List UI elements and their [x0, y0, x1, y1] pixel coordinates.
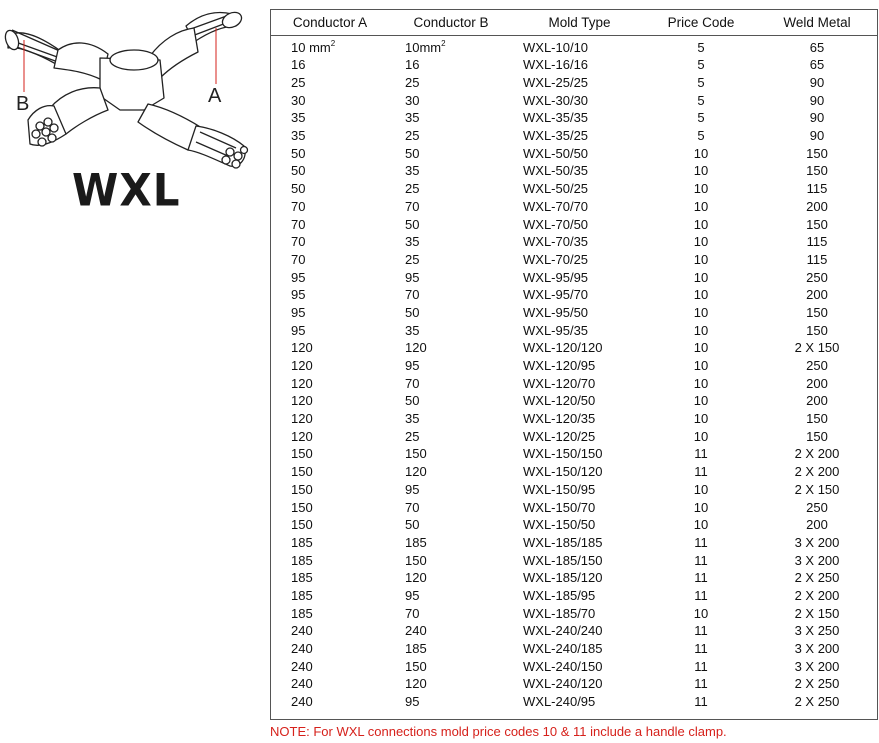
- cell-weld-metal: 200: [806, 198, 828, 214]
- cell-mold-type: WXL-240/185: [523, 641, 603, 657]
- cell-conductor-b: 70: [405, 605, 420, 621]
- cell-mold-type: WXL-95/35: [523, 322, 589, 338]
- cell-weld-metal: 115: [806, 234, 828, 250]
- cell-conductor-a: 25: [291, 75, 306, 91]
- cell-mold-type: WXL-240/95: [523, 694, 596, 710]
- cell-price-code: 10: [693, 234, 709, 250]
- cell-weld-metal: 90: [809, 75, 825, 91]
- header-mold-type: Mold Type: [513, 10, 646, 36]
- cell-weld-metal: 250: [806, 269, 828, 285]
- cell-price-code: 10: [693, 287, 709, 303]
- cell-weld-metal: 115: [806, 181, 828, 197]
- cell-price-code: 11: [694, 552, 708, 568]
- cell-price-code: 10: [693, 340, 709, 356]
- cell-conductor-b: 120: [405, 570, 427, 586]
- label-b: B: [16, 93, 30, 115]
- cell-conductor-b: 25: [405, 251, 420, 267]
- cell-conductor-a: 95: [291, 269, 306, 285]
- cell-conductor-b: 120: [405, 340, 427, 356]
- table-row: [271, 516, 878, 534]
- cell-conductor-b: 70: [405, 198, 420, 214]
- cell-conductor-a: 185: [291, 552, 313, 568]
- table-row: [271, 604, 878, 622]
- cell-conductor-a: 120: [291, 393, 313, 409]
- cell-conductor-a: 185: [291, 587, 313, 603]
- cell-conductor-b: 35: [405, 234, 420, 250]
- cell-conductor-b: 50: [405, 517, 420, 533]
- cell-conductor-b: 25: [405, 75, 420, 91]
- cell-price-code: 11: [694, 446, 708, 462]
- table-row: [271, 374, 878, 392]
- cell-conductor-a: 240: [291, 641, 313, 657]
- table-row: [271, 622, 878, 640]
- cell-weld-metal: 90: [809, 110, 825, 126]
- cell-conductor-a: 240: [291, 676, 313, 692]
- cell-price-code: 10: [693, 375, 709, 391]
- cell-conductor-b: $10mm^2$: [405, 39, 446, 55]
- cell-mold-type: WXL-240/240: [523, 623, 603, 639]
- header-conductor-a: Conductor A: [271, 10, 389, 36]
- table-row: [271, 675, 878, 693]
- cell-conductor-a: 35: [291, 128, 306, 144]
- cell-price-code: 10: [693, 216, 709, 232]
- cell-conductor-a: 35: [291, 110, 306, 126]
- cell-weld-metal: 2 X 150: [794, 340, 840, 356]
- cell-weld-metal: 2 X 200: [794, 446, 840, 462]
- cell-conductor-b: 35: [405, 163, 420, 179]
- cell-conductor-b: 50: [405, 393, 420, 409]
- cell-conductor-a: 240: [291, 658, 313, 674]
- cell-weld-metal: 90: [809, 92, 825, 108]
- cell-conductor-a: 150: [291, 464, 313, 480]
- cell-conductor-b: 95: [405, 481, 420, 497]
- table-row: [271, 109, 878, 127]
- table-row: [271, 339, 878, 357]
- cell-mold-type: WXL-50/50: [523, 145, 589, 161]
- cell-price-code: 11: [694, 570, 708, 586]
- cell-mold-type: WXL-240/120: [523, 676, 603, 692]
- table-row: [271, 180, 878, 198]
- cell-weld-metal: 2 X 250: [794, 676, 840, 692]
- cell-price-code: 10: [693, 145, 709, 161]
- cell-conductor-a: 70: [291, 251, 306, 267]
- cell-weld-metal: 3 X 200: [794, 641, 840, 657]
- cell-mold-type: WXL-70/35: [523, 234, 589, 250]
- cell-weld-metal: 200: [806, 517, 828, 533]
- cell-mold-type: WXL-50/35: [523, 163, 589, 179]
- cell-conductor-a: 50: [291, 145, 306, 161]
- cell-weld-metal: 2 X 250: [794, 570, 840, 586]
- cell-conductor-a: 120: [291, 411, 313, 427]
- cell-conductor-a: 95: [291, 322, 306, 338]
- cell-mold-type: WXL-185/150: [523, 552, 603, 568]
- cell-mold-type: WXL-150/120: [523, 464, 603, 480]
- cell-conductor-a: 120: [291, 340, 313, 356]
- cell-weld-metal: 3 X 250: [794, 623, 840, 639]
- cell-conductor-b: 35: [405, 411, 420, 427]
- header-conductor-b: Conductor B: [389, 10, 513, 36]
- cell-mold-type: WXL-95/95: [523, 269, 589, 285]
- cell-conductor-a: 50: [291, 181, 306, 197]
- cell-price-code: 5: [697, 110, 705, 126]
- header-price-code: Price Code: [646, 10, 756, 36]
- cell-weld-metal: 2 X 200: [794, 587, 840, 603]
- cell-price-code: 10: [693, 181, 709, 197]
- table-row: [271, 321, 878, 339]
- table-row: [271, 56, 878, 74]
- table-row: [271, 36, 878, 57]
- cell-weld-metal: 150: [806, 163, 828, 179]
- table-header-row: [271, 10, 878, 36]
- table-row: [271, 357, 878, 375]
- cell-conductor-a: 10 $mm^2$: [291, 39, 336, 55]
- cell-mold-type: WXL-120/70: [523, 375, 596, 391]
- cell-conductor-a: 95: [291, 304, 306, 320]
- cell-price-code: 10: [693, 358, 709, 374]
- cell-price-code: 5: [697, 75, 705, 91]
- cell-price-code: 10: [693, 304, 709, 320]
- cell-conductor-a: 240: [291, 623, 313, 639]
- cell-conductor-b: 25: [405, 181, 420, 197]
- cell-price-code: 10: [693, 499, 709, 515]
- conductor-b-upper-strands: [3, 29, 62, 64]
- cell-weld-metal: 3 X 200: [794, 534, 840, 550]
- cell-conductor-a: 16: [291, 57, 306, 73]
- cell-weld-metal: 2 X 150: [794, 481, 840, 497]
- cell-mold-type: WXL-95/70: [523, 287, 589, 303]
- label-a: A: [208, 85, 222, 107]
- cell-weld-metal: 200: [806, 393, 828, 409]
- cell-conductor-a: 95: [291, 287, 306, 303]
- cell-conductor-a: 185: [291, 570, 313, 586]
- cell-price-code: 10: [693, 393, 709, 409]
- note-text: NOTE: For WXL connections mold price codes 10 & 11 include a handle clamp.: [270, 724, 727, 739]
- cell-conductor-b: 150: [405, 658, 427, 674]
- cell-mold-type: WXL-16/16: [523, 57, 589, 73]
- cell-conductor-a: 70: [291, 198, 306, 214]
- cell-price-code: 11: [694, 694, 708, 710]
- cell-weld-metal: 200: [806, 287, 828, 303]
- cell-mold-type: WXL-120/35: [523, 411, 596, 427]
- cell-conductor-b: 120: [405, 464, 427, 480]
- cell-weld-metal: 150: [806, 216, 828, 232]
- cell-weld-metal: 65: [809, 40, 825, 55]
- cell-conductor-b: 50: [405, 304, 420, 320]
- header-weld-metal: Weld Metal: [756, 10, 878, 36]
- cell-mold-type: WXL-185/120: [523, 570, 603, 586]
- cell-conductor-a: 240: [291, 694, 313, 710]
- cell-weld-metal: 150: [806, 428, 828, 444]
- cell-mold-type: WXL-70/25: [523, 251, 589, 267]
- cell-weld-metal: 150: [806, 145, 828, 161]
- cell-price-code: 10: [693, 198, 709, 214]
- cell-weld-metal: 2 X 250: [794, 694, 840, 710]
- cell-mold-type: WXL-50/25: [523, 181, 589, 197]
- cell-price-code: 10: [693, 481, 709, 497]
- table-row: [271, 144, 878, 162]
- table-row: [271, 304, 878, 322]
- cell-conductor-b: 120: [405, 676, 427, 692]
- cell-weld-metal: 65: [809, 57, 825, 73]
- cell-mold-type: WXL-30/30: [523, 92, 589, 108]
- cell-price-code: 10: [693, 251, 709, 267]
- cell-mold-type: WXL-70/70: [523, 198, 589, 214]
- table-row: [271, 392, 878, 410]
- cell-weld-metal: 150: [806, 304, 828, 320]
- cell-price-code: 10: [693, 517, 709, 533]
- cell-price-code: 10: [693, 605, 709, 621]
- cell-conductor-b: 50: [405, 216, 420, 232]
- cell-conductor-a: 70: [291, 234, 306, 250]
- cell-mold-type: WXL-10/10: [523, 40, 589, 55]
- cell-weld-metal: 150: [806, 322, 828, 338]
- cell-conductor-b: 95: [405, 694, 420, 710]
- cell-price-code: 11: [694, 641, 708, 657]
- cell-conductor-a: 150: [291, 446, 313, 462]
- table-row: [271, 410, 878, 428]
- cell-mold-type: WXL-35/35: [523, 110, 589, 126]
- cell-weld-metal: 150: [806, 411, 828, 427]
- cell-price-code: 11: [694, 658, 708, 674]
- cell-price-code: 10: [693, 428, 709, 444]
- cell-conductor-b: 95: [405, 587, 420, 603]
- table-row: [271, 657, 878, 675]
- cell-conductor-b: 16: [405, 57, 420, 73]
- cell-mold-type: WXL-25/25: [523, 75, 589, 91]
- table-row: [271, 233, 878, 251]
- cell-weld-metal: 200: [806, 375, 828, 391]
- cell-conductor-a: 185: [291, 605, 313, 621]
- cell-mold-type: WXL-185/185: [523, 534, 603, 550]
- cell-conductor-a: 150: [291, 481, 313, 497]
- cell-mold-type: WXL-150/70: [523, 499, 596, 515]
- table-row: [271, 587, 878, 605]
- table-row: [271, 481, 878, 499]
- cell-conductor-b: 95: [405, 358, 420, 374]
- cell-conductor-b: 50: [405, 145, 420, 161]
- cell-weld-metal: 3 X 200: [794, 658, 840, 674]
- cell-weld-metal: 2 X 200: [794, 464, 840, 480]
- cell-conductor-b: 185: [405, 641, 427, 657]
- cell-price-code: 10: [693, 163, 709, 179]
- cell-conductor-b: 240: [405, 623, 427, 639]
- cell-conductor-a: 150: [291, 517, 313, 533]
- cell-conductor-b: 150: [405, 446, 427, 462]
- cell-mold-type: WXL-150/50: [523, 517, 596, 533]
- cell-price-code: 5: [697, 128, 705, 144]
- table-row: [271, 463, 878, 481]
- cell-conductor-b: 25: [405, 428, 420, 444]
- table-row: [271, 91, 878, 109]
- cell-price-code: 11: [694, 676, 708, 692]
- cell-weld-metal: 90: [809, 128, 825, 144]
- cell-price-code: 10: [693, 322, 709, 338]
- cell-conductor-b: 30: [405, 92, 420, 108]
- cell-conductor-b: 35: [405, 110, 420, 126]
- cell-price-code: 11: [694, 464, 708, 480]
- cell-mold-type: WXL-240/150: [523, 658, 603, 674]
- cell-conductor-a: 70: [291, 216, 306, 232]
- table-row: [271, 693, 878, 711]
- table-row: [271, 498, 878, 516]
- cell-mold-type: WXL-95/50: [523, 304, 589, 320]
- cell-mold-type: WXL-70/50: [523, 216, 589, 232]
- cell-conductor-b: 185: [405, 534, 427, 550]
- cell-conductor-a: 120: [291, 428, 313, 444]
- cell-price-code: 11: [694, 534, 708, 550]
- cell-conductor-a: 150: [291, 499, 313, 515]
- cell-price-code: 10: [693, 269, 709, 285]
- table-row: [271, 569, 878, 587]
- cell-conductor-b: 70: [405, 499, 420, 515]
- cell-mold-type: WXL-120/95: [523, 358, 596, 374]
- table-row: [271, 198, 878, 216]
- cell-conductor-a: 50: [291, 163, 306, 179]
- cell-conductor-b: 35: [405, 322, 420, 338]
- cell-price-code: 5: [697, 40, 705, 55]
- cell-weld-metal: 2 X 150: [794, 605, 840, 621]
- cell-mold-type: WXL-35/25: [523, 128, 589, 144]
- table-row: [271, 74, 878, 92]
- table-row: [271, 534, 878, 552]
- cell-price-code: 5: [697, 57, 705, 73]
- cell-mold-type: WXL-185/70: [523, 605, 596, 621]
- cell-mold-type: WXL-150/95: [523, 481, 596, 497]
- product-title: WXL: [72, 164, 181, 217]
- mold-top: [110, 50, 158, 70]
- cell-mold-type: WXL-150/150: [523, 446, 603, 462]
- table-row: [271, 551, 878, 569]
- cell-weld-metal: 3 X 200: [794, 552, 840, 568]
- table-row: [271, 445, 878, 463]
- table-row: [271, 640, 878, 658]
- cell-conductor-b: 150: [405, 552, 427, 568]
- cell-conductor-b: 70: [405, 287, 420, 303]
- cell-conductor-b: 70: [405, 375, 420, 391]
- cell-mold-type: WXL-120/120: [523, 340, 603, 356]
- table-row: [271, 127, 878, 145]
- table-row: [271, 268, 878, 286]
- cell-mold-type: WXL-120/50: [523, 393, 596, 409]
- cell-conductor-b: 95: [405, 269, 420, 285]
- conductor-a-lower-strands: [188, 126, 248, 168]
- cell-weld-metal: 115: [806, 251, 828, 267]
- cell-mold-type: WXL-120/25: [523, 428, 596, 444]
- cell-price-code: 5: [697, 92, 705, 108]
- cell-conductor-a: 30: [291, 92, 306, 108]
- cell-price-code: 10: [693, 411, 709, 427]
- cell-price-code: 11: [694, 587, 708, 603]
- cell-price-code: 11: [694, 623, 708, 639]
- specification-table: [270, 9, 878, 720]
- cell-conductor-b: 25: [405, 128, 420, 144]
- cell-conductor-a: 120: [291, 358, 313, 374]
- cell-weld-metal: 250: [806, 499, 828, 515]
- table-row: [271, 162, 878, 180]
- table-row: [271, 427, 878, 445]
- table-row: [271, 215, 878, 233]
- table-row: [271, 251, 878, 269]
- cell-mold-type: WXL-185/95: [523, 587, 596, 603]
- table-row: [271, 286, 878, 304]
- cell-weld-metal: 250: [806, 358, 828, 374]
- cell-conductor-a: 185: [291, 534, 313, 550]
- cell-conductor-a: 120: [291, 375, 313, 391]
